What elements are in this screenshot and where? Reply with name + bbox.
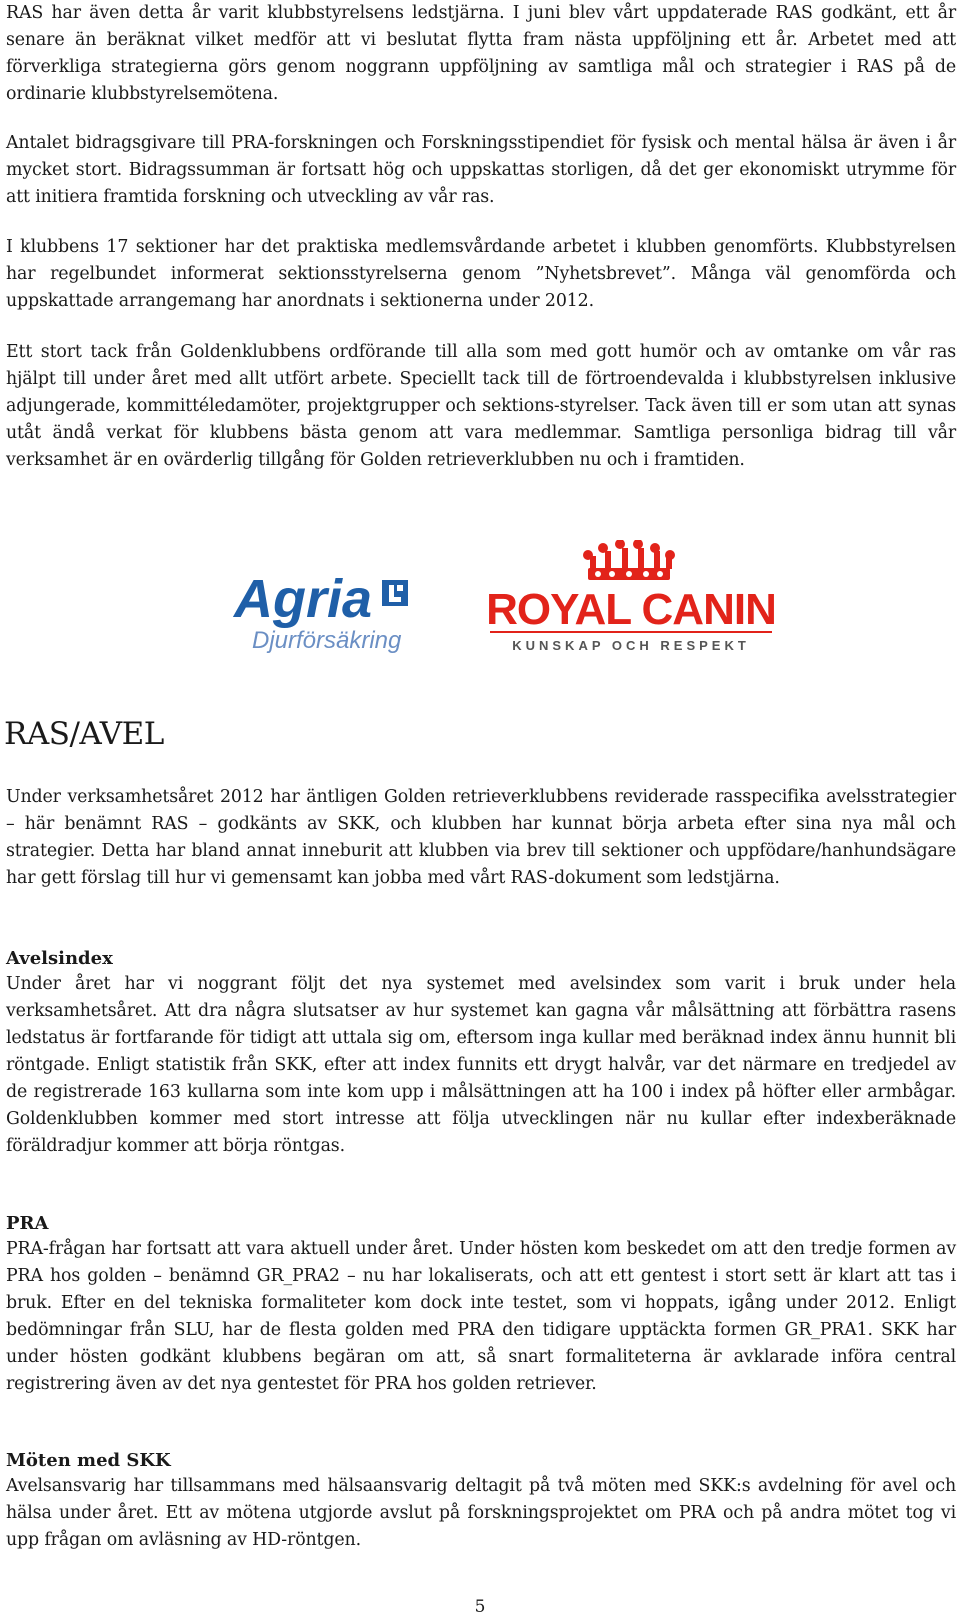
agria-logo [232, 562, 422, 662]
subheading-moten-skk: Möten med SKK [6, 1450, 171, 1471]
royal-canin-tagline: KUNSKAP OCH RESPEKT [512, 638, 750, 653]
subheading-avelsindex: Avelsindex [6, 948, 113, 969]
royal-canin-name: ROYAL CANIN [486, 585, 776, 634]
sponsor-logos [0, 540, 960, 660]
agria-logo-sub: Djurförsäkring [252, 627, 402, 654]
crown-icon [583, 540, 675, 580]
paragraph-sektioner: I klubbens 17 sektioner har det praktiska medlemsvårdande arbetet i klubben genomförts. Klubbstyrelsen har regelbundet informerat sektionsstyrelserna genom ”Nyhetsbrevet”. Många väl genomförda och uppskattade arrangemang har anordnats i sektionerna under 2012. [6, 237, 956, 311]
subheading-pra: PRA [6, 1213, 49, 1234]
section-title: RAS/AVEL [4, 716, 164, 752]
paragraph-ras-intro: Under verksamhetsåret 2012 har äntligen Golden retrieverklubbens reviderade rasspecifika avelsstrategier – här benämnt RAS – godkänts av SKK, och klubben har kunnat börja arbeta efter sina nya mål och strategier. Detta har bland annat inneburit att klubben via brev till sektioner och uppfödare/hanhundsägare har gett förslag till hur vi gemensamt kan jobba med vårt RAS-dokument som ledstjärna. [6, 787, 956, 888]
paragraph-pra: PRA-frågan har fortsatt att vara aktuell under året. Under hösten kom beskedet om att den tredje formen av PRA hos golden – benämnd GR_PRA2 – nu har lokaliserats, och att ett gentest i stort sett är klart att tas i bruk. Efter en del tekniska formaliteter kom dock inte testet, som vi hoppats, igång under 2012. Enligt bedömningar från SLU, har de flesta golden med PRA den tidigare upptäckta formen GR_PRA1. SKK har under hösten godkänt klubbens begäran om att, så snart formaliteterna är avklarade införa central registrering även av det nya gentestet för PRA hos golden retriever. [6, 1239, 956, 1394]
paragraph-moten-skk: Avelsansvarig har tillsammans med hälsaansvarig deltagit på två möten med SKK:s avdelning för avel och hälsa under året. Ett av mötena utgjorde avslut på forskningsprojektet om PRA och på andra mötet tog vi upp frågan om avläsning av HD-röntgen. [6, 1476, 956, 1550]
royal-canin-logo [486, 540, 776, 660]
paragraph-tack: Ett stort tack från Goldenklubbens ordförande till alla som med gott humör och av omtanke om vår ras hjälpt till under året med allt utfört arbete. Speciellt tack till de förtroendevalda i klubbstyrelsen inklusive adjungerade, kommittéledamöter, projektgrupper och sektions-styrelser. Tack även till er som utan att synas utåt ändå verkat för klubbens bästa genom att vara medlemmar. Samtliga personliga bidrag till vår verksamhet är en ovärderlig tillgång för Golden retrieverklubben nu och i framtiden. [6, 342, 956, 470]
paragraph-bidragsgivare: Antalet bidragsgivare till PRA-forskningen och Forskningsstipendiet för fysisk och mental hälsa är även i år mycket stort. Bidragssumman är fortsatt hög och uppskattas storligen, då det ger ekonomiskt utrymme för att initiera framtida forskning och utveckling av vår ras. [6, 133, 956, 207]
agria-logo-name: Agria [234, 569, 373, 629]
paragraph-avelsindex: Under året har vi noggrant följt det nya systemet med avelsindex som varit i bruk under hela verksamhetsåret. Att dra några slutsatser av hur systemet kan gagna vår målsättning att förbättra rasens ledstatus är fortfarande för tidigt att uttala sig om, eftersom inga kullar med beräknad index ännu hunnit bli röntgade. Enligt statistik från SKK, efter att index funnits ett drygt halvår, var det närmare en tredjedel av de registrerade 163 kullarna som inte kom upp i målsättningen att ha 100 i index på höfter eller armbågar. Goldenklubben kommer med stort intresse att följa utvecklingen när nu kullar efter indexberäknade föräldradjur kommer att börja röntgas. [6, 974, 956, 1156]
paragraph-ras-ledstjarna: RAS har även detta år varit klubbstyrelsens ledstjärna. I juni blev vårt uppdaterade RAS godkänt, ett år senare än beräknat vilket medför att vi beslutat flytta fram nästa uppföljning ett år. Arbetet med att förverkliga strategierna görs genom noggrann uppföljning av samtliga mål och strategier i RAS på de ordinarie klubbstyrelsemötena. [6, 3, 956, 104]
page-number: 5 [474, 1597, 486, 1617]
